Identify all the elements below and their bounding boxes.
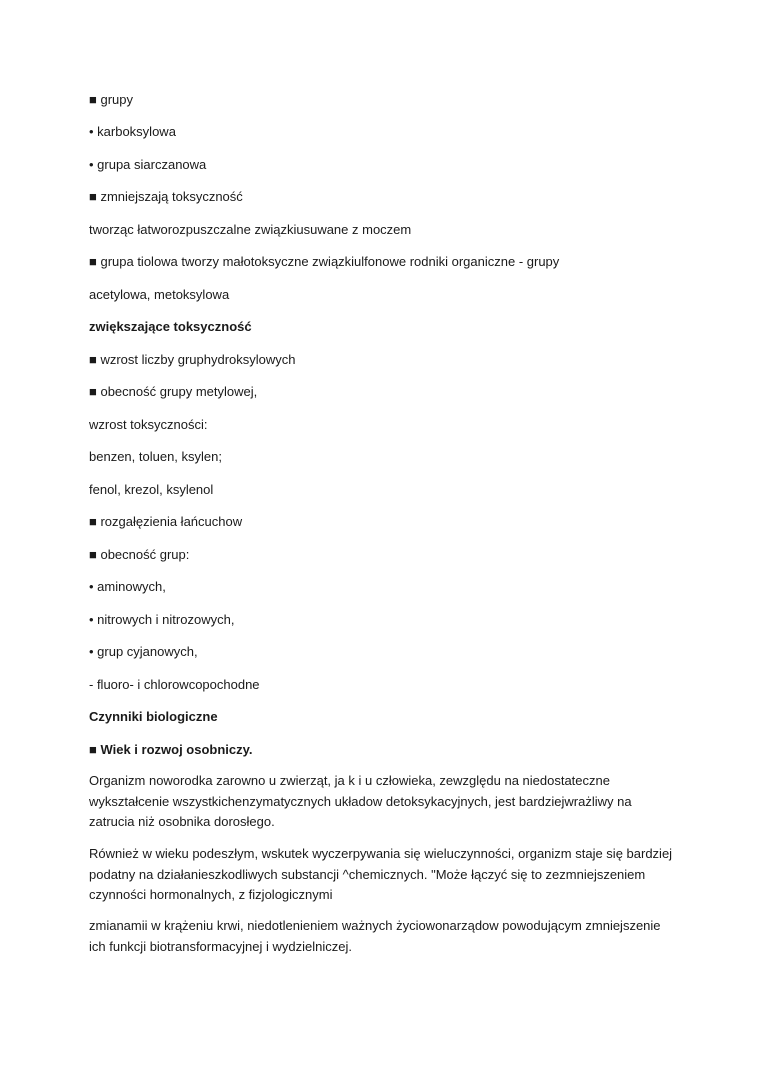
paragraph: zmianamii w krążeniu krwi, niedotlenieniem ważnych życiowonarządow powodującym zmniejszenie ich funkcji biotransformacyjnej i wydzielniczej.	[89, 918, 661, 954]
text-line: ■ wzrost liczby gruphydroksylowych	[89, 352, 296, 367]
text-line: ■ grupy	[89, 92, 133, 107]
paragraph: Organizm noworodka zarowno u zwierząt, ja k i u człowieka, zewzględu na niedostateczne wykształcenie wszystkichenzymatycznych układow detoksykacyjnych, jest bardziejwrażliwy na zatrucia niż osobnika dorosłego.	[89, 773, 632, 829]
text-line: fenol, krezol, ksylenol	[89, 482, 214, 497]
text-line: - fluoro- i chlorowcopochodne	[89, 677, 260, 692]
section-heading: zwiększające toksyczność	[89, 319, 252, 334]
text-line: • nitrowych i nitrozowych,	[89, 612, 235, 627]
text-line: wzrost toksyczności:	[89, 417, 208, 432]
text-line: • grupa siarczanowa	[89, 157, 207, 172]
section-heading: ■ Wiek i rozwoj osobniczy.	[89, 742, 253, 757]
text-line: ■ obecność grupy metylowej,	[89, 384, 258, 399]
text-line: benzen, toluen, ksylen;	[89, 449, 222, 464]
text-line: tworząc łatworozpuszczalne związkiusuwane z moczem	[89, 222, 412, 237]
text-line: acetylowa, metoksylowa	[89, 287, 230, 302]
text-line: • karboksylowa	[89, 124, 176, 139]
text-line: • grup cyjanowych,	[89, 644, 198, 659]
text-line: • aminowych,	[89, 579, 166, 594]
text-line: ■ zmniejszają toksyczność	[89, 189, 243, 204]
paragraph: Również w wieku podeszłym, wskutek wyczerpywania się wieluczynności, organizm staje się bardziej podatny na działanieszkodliwych substancji ^chemicznych. "Może łączyć się to zezmniejszeniem czynności hormonalnych, z fizjologicznymi	[89, 846, 673, 902]
section-heading: Czynniki biologiczne	[89, 709, 218, 724]
text-line: ■ rozgałęzienia łańcuchow	[89, 514, 243, 529]
text-line: ■ obecność grup:	[89, 547, 190, 562]
text-line: ■ grupa tiolowa tworzy małotoksyczne związkiulfonowe rodniki organiczne - grupy	[89, 254, 560, 269]
